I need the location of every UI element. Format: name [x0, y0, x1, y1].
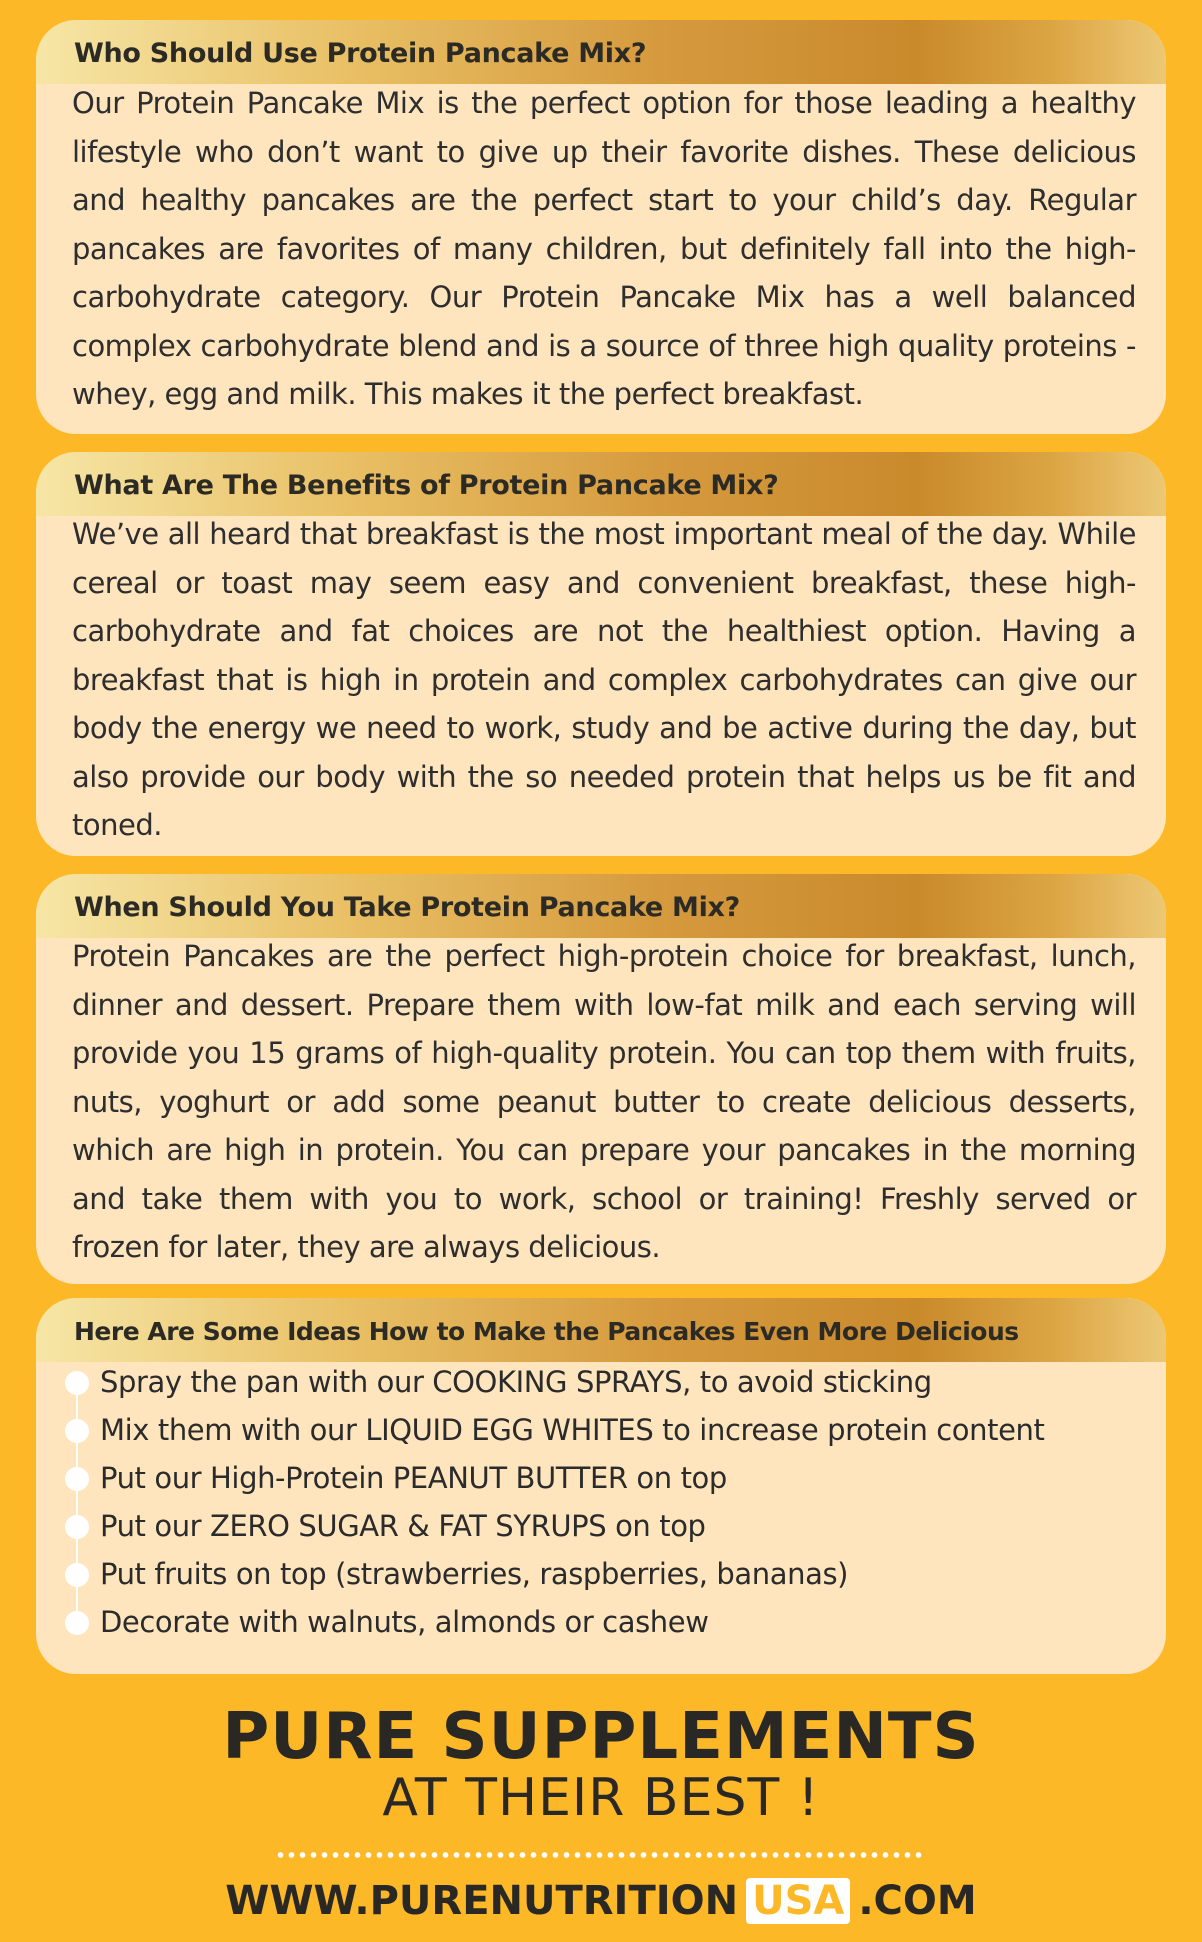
section-title: Here Are Some Ideas How to Make the Pancakes Even More Delicious: [74, 1316, 1019, 1346]
list-item: Put our High-Protein PEANUT BUTTER on top: [36, 1454, 1166, 1502]
list-item: Put our ZERO SUGAR & FAT SYRUPS on top: [36, 1502, 1166, 1550]
url-suffix: .COM: [858, 1878, 977, 1924]
section-title: When Should You Take Protein Pancake Mix?: [74, 891, 741, 923]
list-item: Mix them with our LIQUID EGG WHITES to increase protein content: [36, 1406, 1166, 1454]
brand-slogan-line1: PURE SUPPLEMENTS: [222, 1700, 980, 1774]
section-header: [36, 1298, 1166, 1362]
section-title: What Are The Benefits of Protein Pancake Mix?: [74, 469, 779, 501]
section-who-should-use: [36, 20, 1166, 434]
section-body: We’ve all heard that breakfast is the most important meal of the day. While cereal or toast may seem easy and convenient breakfast, these high-carbohydrate and fat choices are not the healthiest option. Having a breakfast that is high in protein and complex carbohydrates can give our body the energy we need to work, study and be active during the day, but also provide our body with the so needed protein that helps us be fit and toned.: [72, 517, 1136, 842]
brand-slogan-line2: AT THEIR BEST !: [382, 1768, 820, 1828]
section-title: Who Should Use Protein Pancake Mix?: [74, 37, 647, 69]
section-benefits: [36, 452, 1166, 856]
bullet-dot-icon: [65, 1371, 89, 1395]
section-ideas: [36, 1298, 1166, 1674]
bullet-dot-icon: [65, 1467, 89, 1491]
bullet-dot-icon: [65, 1419, 89, 1443]
bullet-dot-icon: [65, 1515, 89, 1539]
list-item: Spray the pan with our COOKING SPRAYS, to avoid sticking: [36, 1358, 1166, 1406]
website-url[interactable]: [0, 1878, 1202, 1924]
bullet-dot-icon: [65, 1563, 89, 1587]
section-header: [36, 452, 1166, 516]
bullet-dot-icon: [65, 1611, 89, 1635]
section-header: [36, 20, 1166, 84]
list-item: Put fruits on top (strawberries, raspberries, bananas): [36, 1550, 1166, 1598]
section-header: [36, 874, 1166, 938]
section-when-to-take: [36, 874, 1166, 1284]
list-item: Decorate with walnuts, almonds or cashew: [36, 1598, 1166, 1646]
url-highlight: USA: [746, 1878, 850, 1924]
dotted-divider: [275, 1852, 925, 1858]
url-prefix: WWW.PURENUTRITION: [225, 1878, 739, 1924]
section-body: Our Protein Pancake Mix is the perfect option for those leading a healthy lifestyle who don’t want to give up their favorite dishes. These delicious and healthy pancakes are the perfect start to your child’s day. Regular pancakes are favorites of many children, but definitely fall into the high-carbohydrate category. Our Protein Pancake Mix has a well balanced complex carbohydrate blend and is a source of three high quality proteins - whey, egg and milk. This makes it the perfect breakfast.: [72, 86, 1136, 411]
section-body: Protein Pancakes are the perfect high-protein choice for breakfast, lunch, dinner and dessert. Prepare them with low-fat milk and each serving will provide you 15 grams of high-quality protein. You can top them with fruits, nuts, yoghurt or add some peanut butter to create delicious desserts, which are high in protein. You can prepare your pancakes in the morning and take them with you to work, school or training! Freshly served or frozen for later, they are always delicious.: [72, 939, 1136, 1264]
ideas-list: [36, 1354, 1166, 1646]
